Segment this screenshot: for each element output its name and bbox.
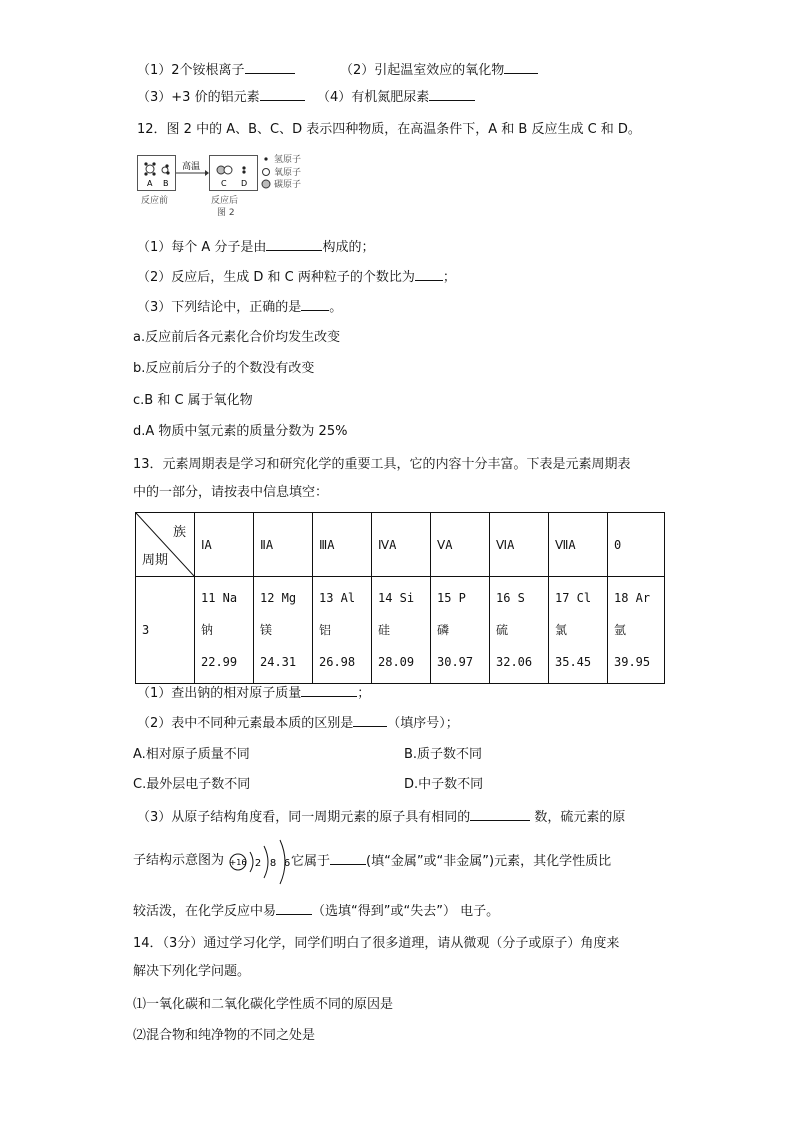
q14-stem-2: 解决下列化学问题。 — [133, 964, 251, 979]
element-cell-cl: 17 Cl 氯 35.45 — [549, 577, 608, 684]
q12-option-d: d.A 物质中氢元素的质量分数为 25% — [133, 424, 348, 439]
reaction-diagram — [137, 152, 317, 220]
svg-text:反应前: 反应前 — [141, 196, 169, 206]
table-corner-cell — [136, 513, 195, 577]
element-cell-p: 15 P 磷 30.97 — [431, 577, 490, 684]
q12-blank-2[interactable] — [415, 268, 443, 281]
nucleus-charge: +16 — [229, 858, 247, 867]
q12-sub-2: （2）反应后，生成 D 和 C 两种粒子的个数比为 ； — [137, 270, 456, 285]
svg-text:B: B — [163, 179, 169, 188]
q12-option-c: c.B 和 C 属于氧化物 — [133, 393, 253, 408]
svg-text:A: A — [147, 179, 153, 188]
q12-sub-1: （1）每个 A 分子是由 构成的； — [137, 240, 375, 255]
q13-blank-2[interactable] — [353, 714, 387, 727]
q13-sub-2: （2）表中不同种元素最本质的区别是 （填序号）； — [137, 716, 459, 731]
q13-sub-1: （1）查出钠的相对原子质量 ； — [137, 686, 371, 701]
table-header-row — [136, 513, 665, 577]
group-header: ⅤA — [431, 513, 490, 577]
period-cell: 3 — [136, 577, 195, 684]
q12-stem: 12．图 2 中的 A、B、C、D 表示四种物质，在高温条件下，A 和 B 反应生成 C 和 D。 — [137, 122, 641, 137]
svg-text:C: C — [221, 179, 227, 188]
element-cell-mg: 12 Mg 镁 24.31 — [254, 577, 313, 684]
q13-stem-1: 13．元素周期表是学习和研究化学的重要工具，它的内容十分丰富。下表是元素周期表 — [133, 457, 631, 472]
group-header: ⅥA — [490, 513, 549, 577]
table-row — [136, 577, 665, 684]
svg-text:高温: 高温 — [182, 162, 201, 172]
group-header: 0 — [608, 513, 665, 577]
q13-option-d: D.中子数不同 — [404, 777, 484, 792]
q12-blank-1[interactable] — [266, 238, 322, 251]
header-period-label: 周期 — [142, 553, 169, 568]
before-box — [138, 156, 176, 191]
header-group-label: 族 — [172, 525, 186, 540]
element-cell-na: 11 Na 钠 22.99 — [195, 577, 254, 684]
q13-option-c: C.最外层电子数不同 — [133, 777, 251, 792]
q11-line-2b — [317, 88, 475, 107]
group-header: ⅦA — [549, 513, 608, 577]
svg-text:氧原子: 氧原子 — [274, 168, 302, 178]
q13-option-a: A.相对原子质量不同 — [133, 747, 250, 762]
q11-part-3: （3）+3 价的铝元素 — [137, 90, 260, 105]
q13-sub-3b: 子结构示意图为 — [133, 853, 225, 868]
q11-line-1b — [340, 61, 538, 80]
q13-stem-2: 中的一部分，请按表中信息填空： — [133, 485, 329, 500]
svg-text:碳原子: 碳原子 — [274, 180, 302, 190]
shell-3-electrons: 6 — [283, 858, 291, 869]
q14-sub-2: ⑵混合物和纯净物的不同之处是 — [133, 1028, 316, 1043]
q11-line-2 — [137, 88, 305, 107]
q12-sub-3: （3）下列结论中，正确的是 。 — [137, 300, 343, 315]
group-header: ⅠA — [195, 513, 254, 577]
q12-blank-3[interactable] — [301, 298, 329, 311]
q13-sub-3b-rest: 它属于 (填“金属”或“非金属”)元素，其化学性质比 — [291, 854, 612, 869]
q14-stem-1: 14．（3分）通过学习化学，同学们明白了很多道理，请从微观（分子或原子）角度来 — [133, 936, 620, 951]
q13-sub-3c: 较活泼，在化学反应中易 （选填“得到”或“失去”） 电子。 — [133, 904, 500, 919]
svg-text:反应后: 反应后 — [211, 196, 239, 206]
q12-option-b: b.反应前后分子的个数没有改变 — [133, 361, 315, 376]
q11-part-2: （2）引起温室效应的氧化物 — [340, 63, 505, 78]
q13-blank-5[interactable] — [276, 902, 312, 915]
reaction-figure — [137, 152, 317, 224]
q11-part-1: （1）2个铵根离子 — [137, 63, 245, 78]
q13-blank-3[interactable] — [470, 808, 530, 821]
q13-sub-3: （3）从原子结构角度看，同一周期元素的原子具有相同的 数，硫元素的原 — [137, 810, 626, 825]
q12-option-a: a.反应前后各元素化合价均发生改变 — [133, 330, 341, 345]
shell-1-electrons: 2 — [254, 858, 262, 869]
q11-blank-4[interactable] — [429, 88, 475, 101]
q11-part-4: （4）有机氮肥尿素 — [317, 90, 430, 105]
shell-2-electrons: 8 — [269, 858, 277, 869]
sulfur-atom-structure — [228, 836, 296, 888]
element-cell-si: 14 Si 硅 28.09 — [372, 577, 431, 684]
group-header: ⅡA — [254, 513, 313, 577]
svg-text:图 2: 图 2 — [217, 208, 235, 218]
element-cell-al: 13 Al 铝 26.98 — [313, 577, 372, 684]
q13-blank-1[interactable] — [301, 684, 357, 697]
group-header: ⅣA — [372, 513, 431, 577]
element-cell-s: 16 S 硫 32.06 — [490, 577, 549, 684]
periodic-table — [135, 512, 665, 684]
element-cell-ar: 18 Ar 氩 39.95 — [608, 577, 665, 684]
q11-blank-3[interactable] — [260, 88, 305, 101]
q14-sub-1: ⑴一氧化碳和二氧化碳化学性质不同的原因是 — [133, 997, 394, 1012]
q11-blank-1[interactable] — [245, 61, 295, 74]
q13-blank-4[interactable] — [330, 852, 366, 865]
q13-option-b: B.质子数不同 — [404, 747, 483, 762]
svg-text:氢原子: 氢原子 — [274, 155, 302, 165]
q11-line-1 — [137, 61, 295, 80]
molecule-c — [217, 166, 232, 174]
group-header: ⅢA — [313, 513, 372, 577]
after-box — [210, 156, 258, 191]
svg-text:D: D — [241, 179, 248, 188]
q11-blank-2[interactable] — [504, 61, 538, 74]
